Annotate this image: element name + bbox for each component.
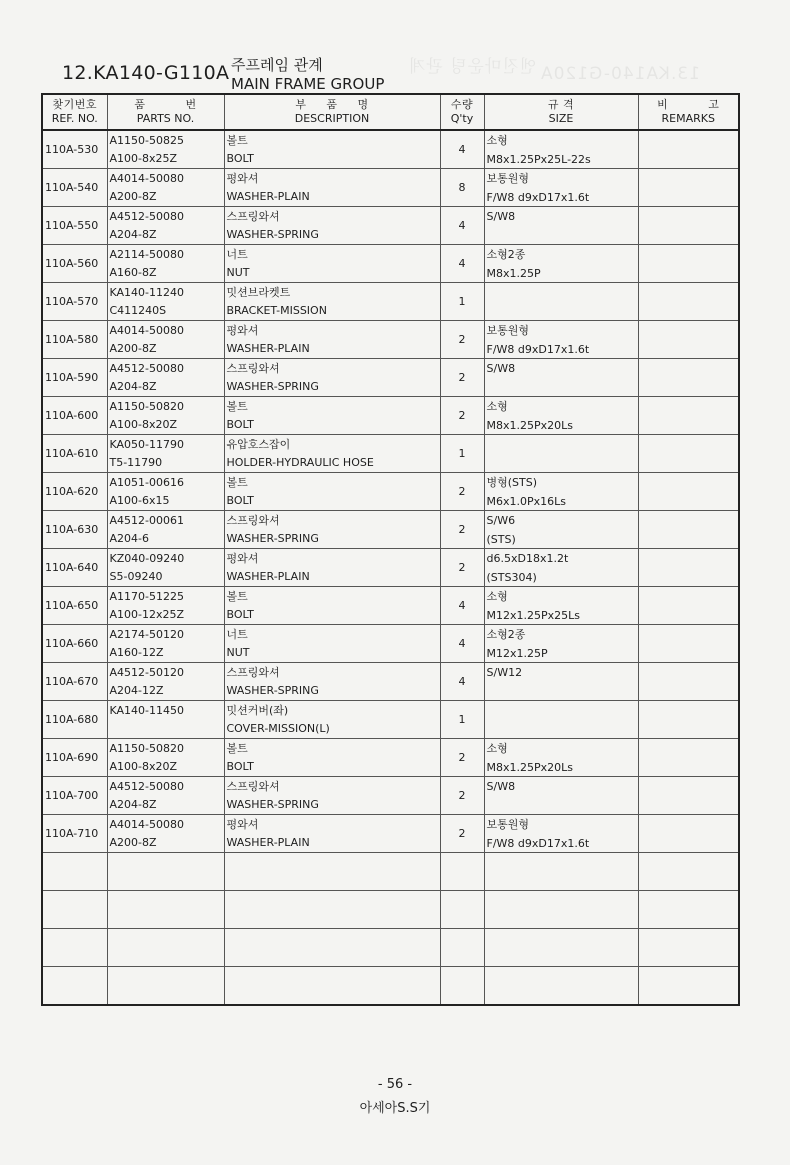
part-no-cell: KA140-11240 C411240S (107, 283, 224, 321)
empty-cell (440, 929, 484, 967)
remarks-cell (638, 130, 739, 169)
empty-cell (107, 853, 224, 891)
empty-cell (107, 967, 224, 1006)
table-header-row (42, 94, 739, 130)
description-cell: 스프링와셔 WASHER-SPRING (224, 359, 440, 397)
ref-no-cell: 110A-690 (42, 739, 107, 777)
part-no-cell: KA140-11450 (107, 701, 224, 739)
part-no-cell: A4014-50080 A200-8Z (107, 321, 224, 359)
remarks-cell (638, 169, 739, 207)
description-cell: 너트 NUT (224, 245, 440, 283)
empty-cell (107, 929, 224, 967)
description-cell: 볼트 BOLT (224, 473, 440, 511)
empty-cell (484, 929, 638, 967)
ref-no-cell: 110A-590 (42, 359, 107, 397)
ref-no-cell: 110A-540 (42, 169, 107, 207)
part-no-cell: A4512-50080 A204-8Z (107, 777, 224, 815)
size-cell: S/W6 (STS) (484, 511, 638, 549)
remarks-cell (638, 701, 739, 739)
remarks-cell (638, 207, 739, 245)
ref-no-cell: 110A-550 (42, 207, 107, 245)
description-cell: 스프링와셔 WASHER-SPRING (224, 663, 440, 701)
qty-cell: 4 (440, 245, 484, 283)
qty-cell: 4 (440, 587, 484, 625)
qty-cell: 4 (440, 130, 484, 169)
size-cell: d6.5xD18x1.2t (STS304) (484, 549, 638, 587)
empty-cell (42, 853, 107, 891)
qty-cell: 2 (440, 511, 484, 549)
empty-cell (224, 891, 440, 929)
size-cell: 보통원형 F/W8 d9xD17x1.6t (484, 169, 638, 207)
header-size: 규 격 SIZE (484, 94, 638, 130)
page-number: - 56 - (377, 1077, 413, 1092)
header-parts-no: 품 번 PARTS NO. (107, 94, 224, 130)
part-no-cell: A1051-00616 A100-6x15 (107, 473, 224, 511)
qty-cell: 2 (440, 321, 484, 359)
table-row (42, 815, 739, 853)
table-row (42, 359, 739, 397)
description-cell: 평와셔 WASHER-PLAIN (224, 815, 440, 853)
ref-no-cell: 110A-570 (42, 283, 107, 321)
description-cell: 유압호스잡이 HOLDER-HYDRAULIC HOSE (224, 435, 440, 473)
part-no-cell: A4512-50080 A204-8Z (107, 359, 224, 397)
ref-no-cell: 110A-680 (42, 701, 107, 739)
bleed-through-text: 엔진마운팅 관계 (408, 57, 537, 77)
part-no-cell: A1150-50825 A100-8x25Z (107, 130, 224, 169)
size-cell: S/W8 (484, 207, 638, 245)
table-row (42, 435, 739, 473)
size-cell: 소형 M8x1.25Px20Ls (484, 397, 638, 435)
part-no-cell: A2114-50080 A160-8Z (107, 245, 224, 283)
empty-cell (484, 891, 638, 929)
part-no-cell: A4512-50120 A204-12Z (107, 663, 224, 701)
table-row (42, 701, 739, 739)
remarks-cell (638, 283, 739, 321)
part-no-cell: A4014-50080 A200-8Z (107, 169, 224, 207)
size-cell: 보통원형 F/W8 d9xD17x1.6t (484, 815, 638, 853)
table-row (42, 625, 739, 663)
ref-no-cell: 110A-710 (42, 815, 107, 853)
size-cell: S/W8 (484, 777, 638, 815)
empty-cell (638, 853, 739, 891)
table-row (42, 663, 739, 701)
empty-table-row (42, 967, 739, 1006)
table-row (42, 473, 739, 511)
qty-cell: 2 (440, 815, 484, 853)
part-no-cell: KA050-11790 T5-11790 (107, 435, 224, 473)
part-no-cell: A4014-50080 A200-8Z (107, 815, 224, 853)
empty-cell (484, 967, 638, 1006)
table-row (42, 207, 739, 245)
header-ref-no: 찾기번호 REF. NO. (42, 94, 107, 130)
qty-cell: 1 (440, 283, 484, 321)
qty-cell: 2 (440, 549, 484, 587)
empty-cell (224, 967, 440, 1006)
qty-cell: 4 (440, 207, 484, 245)
empty-cell (42, 967, 107, 1006)
bleed-through-text: 13.KA140-G120A (540, 64, 700, 84)
description-cell: 볼트 BOLT (224, 397, 440, 435)
description-cell: 밋션커버(좌) COVER-MISSION(L) (224, 701, 440, 739)
qty-cell: 2 (440, 473, 484, 511)
remarks-cell (638, 739, 739, 777)
ref-no-cell: 110A-700 (42, 777, 107, 815)
ref-no-cell: 110A-640 (42, 549, 107, 587)
description-cell: 스프링와셔 WASHER-SPRING (224, 777, 440, 815)
description-cell: 스프링와셔 WASHER-SPRING (224, 207, 440, 245)
ref-no-cell: 110A-660 (42, 625, 107, 663)
qty-cell: 1 (440, 701, 484, 739)
remarks-cell (638, 815, 739, 853)
part-no-cell: A4512-50080 A204-8Z (107, 207, 224, 245)
page-title: 12.KA140-G110A (62, 62, 230, 84)
empty-table-row (42, 929, 739, 967)
ref-no-cell: 110A-620 (42, 473, 107, 511)
description-cell: 평와셔 WASHER-PLAIN (224, 549, 440, 587)
empty-cell (42, 891, 107, 929)
qty-cell: 2 (440, 739, 484, 777)
table-row (42, 321, 739, 359)
size-cell: 소형 M8x1.25Px20Ls (484, 739, 638, 777)
description-cell: 너트 NUT (224, 625, 440, 663)
empty-cell (638, 929, 739, 967)
part-no-cell: A1150-50820 A100-8x20Z (107, 739, 224, 777)
size-cell (484, 701, 638, 739)
ref-no-cell: 110A-530 (42, 130, 107, 169)
ref-no-cell: 110A-650 (42, 587, 107, 625)
part-no-cell: A4512-00061 A204-6 (107, 511, 224, 549)
company-name: 아세아S.S기 (359, 1101, 431, 1116)
size-cell: 소형2종 M12x1.25P (484, 625, 638, 663)
qty-cell: 1 (440, 435, 484, 473)
group-title-english: MAIN FRAME GROUP (231, 75, 385, 93)
qty-cell: 2 (440, 397, 484, 435)
size-cell (484, 283, 638, 321)
remarks-cell (638, 321, 739, 359)
size-cell: 소형 M12x1.25Px25Ls (484, 587, 638, 625)
description-cell: 밋션브라켓트 BRACKET-MISSION (224, 283, 440, 321)
size-cell: 병형(STS) M6x1.0Px16Ls (484, 473, 638, 511)
empty-cell (440, 853, 484, 891)
empty-cell (224, 853, 440, 891)
size-cell: S/W12 (484, 663, 638, 701)
size-cell: 소형 M8x1.25Px25L-22s (484, 130, 638, 169)
part-no-cell: A1170-51225 A100-12x25Z (107, 587, 224, 625)
qty-cell: 2 (440, 777, 484, 815)
ref-no-cell: 110A-630 (42, 511, 107, 549)
description-cell: 평와셔 WASHER-PLAIN (224, 321, 440, 359)
empty-cell (42, 929, 107, 967)
table-row (42, 130, 739, 169)
description-cell: 평와셔 WASHER-PLAIN (224, 169, 440, 207)
remarks-cell (638, 777, 739, 815)
size-cell: 소형2종 M8x1.25P (484, 245, 638, 283)
remarks-cell (638, 625, 739, 663)
empty-cell (440, 967, 484, 1006)
remarks-cell (638, 587, 739, 625)
remarks-cell (638, 397, 739, 435)
table-row (42, 397, 739, 435)
table-row (42, 549, 739, 587)
ref-no-cell: 110A-600 (42, 397, 107, 435)
ref-no-cell: 110A-610 (42, 435, 107, 473)
ref-no-cell: 110A-670 (42, 663, 107, 701)
qty-cell: 4 (440, 625, 484, 663)
table-row (42, 245, 739, 283)
qty-cell: 4 (440, 663, 484, 701)
description-cell: 스프링와셔 WASHER-SPRING (224, 511, 440, 549)
table-row (42, 169, 739, 207)
description-cell: 볼트 BOLT (224, 739, 440, 777)
table-row (42, 511, 739, 549)
header-description: 부 품 명 DESCRIPTION (224, 94, 440, 130)
header-remarks: 비 고 REMARKS (638, 94, 739, 130)
remarks-cell (638, 245, 739, 283)
qty-cell: 2 (440, 359, 484, 397)
empty-cell (107, 891, 224, 929)
table-row (42, 739, 739, 777)
ref-no-cell: 110A-580 (42, 321, 107, 359)
parts-table (41, 93, 740, 1006)
empty-table-row (42, 891, 739, 929)
part-no-cell: A1150-50820 A100-8x20Z (107, 397, 224, 435)
table-row (42, 587, 739, 625)
remarks-cell (638, 663, 739, 701)
remarks-cell (638, 435, 739, 473)
qty-cell: 8 (440, 169, 484, 207)
ref-no-cell: 110A-560 (42, 245, 107, 283)
size-cell (484, 435, 638, 473)
part-no-cell: A2174-50120 A160-12Z (107, 625, 224, 663)
table-row (42, 283, 739, 321)
remarks-cell (638, 511, 739, 549)
group-title-korean: 주프레임 관계 (231, 56, 323, 74)
header-qty: 수량 Q'ty (440, 94, 484, 130)
empty-cell (224, 929, 440, 967)
size-cell: 보통원형 F/W8 d9xD17x1.6t (484, 321, 638, 359)
remarks-cell (638, 359, 739, 397)
description-cell: 볼트 BOLT (224, 130, 440, 169)
empty-cell (484, 853, 638, 891)
remarks-cell (638, 473, 739, 511)
empty-cell (638, 891, 739, 929)
size-cell: S/W8 (484, 359, 638, 397)
empty-table-row (42, 853, 739, 891)
part-no-cell: KZ040-09240 S5-09240 (107, 549, 224, 587)
empty-cell (638, 967, 739, 1006)
remarks-cell (638, 549, 739, 587)
table-row (42, 777, 739, 815)
empty-cell (440, 891, 484, 929)
description-cell: 볼트 BOLT (224, 587, 440, 625)
